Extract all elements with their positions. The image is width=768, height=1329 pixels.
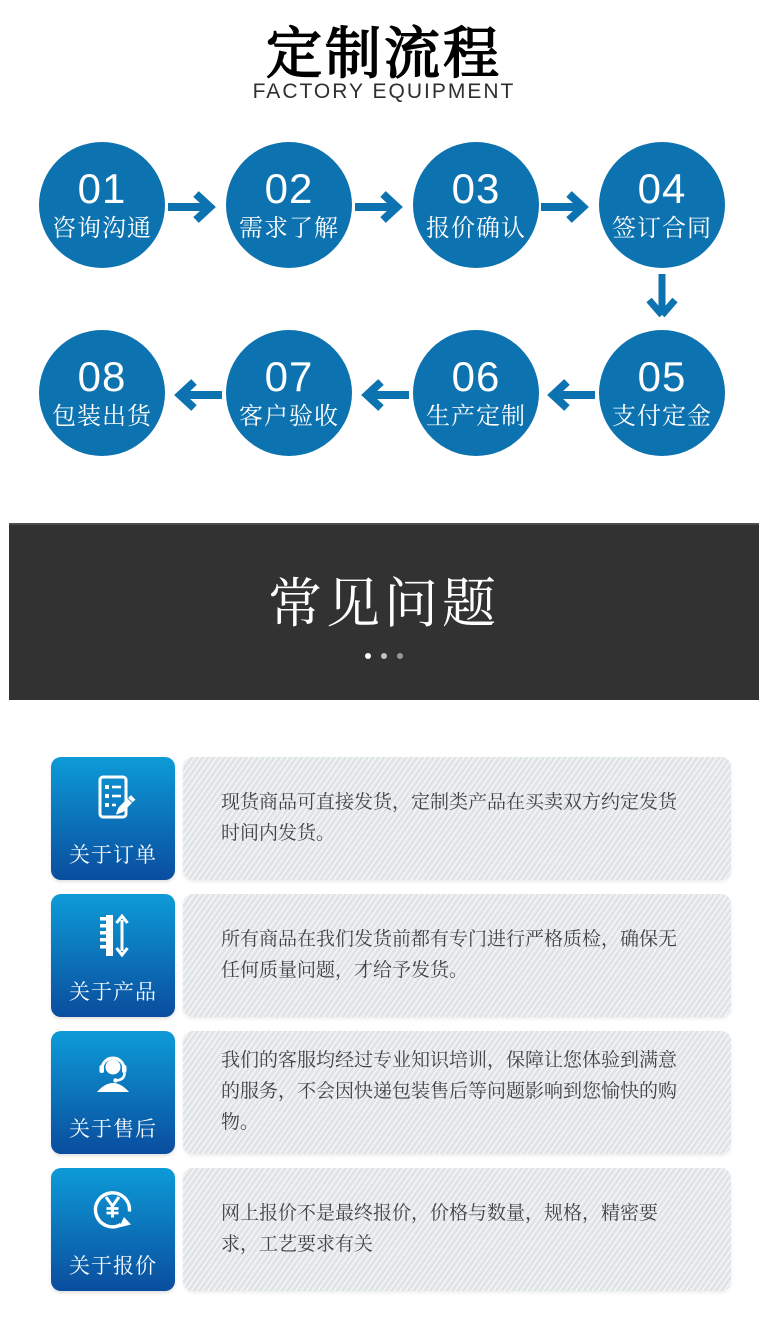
order-document-pencil-icon [86,772,140,826]
arrow-down-icon [643,272,681,326]
step-number: 02 [264,164,314,212]
faq-answer-text: 网上报价不是最终报价，价格与数量，规格，精密要求，工艺要求有关 [221,1202,659,1255]
step-number: 04 [637,164,687,212]
process-step-01 [39,142,165,268]
step-number: 01 [77,164,127,212]
step-label: 生产定制 [426,402,526,430]
faq-icon-box-products [51,894,175,1017]
step-label: 客户验收 [239,402,339,430]
step-number: 08 [77,352,127,400]
faq-answer-panel [183,1031,731,1154]
faq-category-label: 关于订单 [69,844,157,867]
dots-decoration [9,653,759,659]
process-step-07 [226,330,352,456]
process-step-06 [413,330,539,456]
headset-service-icon [86,1046,140,1100]
arrow-left-icon [166,376,224,414]
dot [381,653,387,659]
faq-answer-panel [183,757,731,880]
faq-banner-title: 常见问题 [268,574,500,634]
faq-answer-text: 所有商品在我们发货前都有专门进行严格质检，确保无任何质量问题，才给予发货。 [221,928,678,981]
arrow-left-icon [353,376,411,414]
arrow-right-icon [353,188,411,226]
step-label: 支付定金 [612,402,712,430]
ruler-measure-icon [86,909,140,963]
faq-answer-panel [183,1168,731,1291]
page-subtitle: FACTORY EQUIPMENT [252,80,516,103]
faq-answer-text: 现货商品可直接发货，定制类产品在买卖双方约定发货时间内发货。 [221,791,678,844]
arrow-left-icon [539,376,597,414]
step-number: 03 [451,164,501,212]
dot [397,653,403,659]
process-step-05 [599,330,725,456]
faq-answer-panel [183,894,731,1017]
step-label: 咨询沟通 [52,214,152,242]
arrow-right-icon [539,188,597,226]
faq-answer-text: 我们的客服均经过专业知识培训，保障让您体验到满意的服务，不会因快递包装售后等问题影响到您愉快的购物。 [221,1050,678,1133]
step-number: 06 [451,352,501,400]
process-step-04 [599,142,725,268]
faq-category-label: 关于产品 [69,981,157,1004]
step-number: 05 [637,352,687,400]
step-label: 需求了解 [239,214,339,242]
process-step-08 [39,330,165,456]
arrow-right-icon [166,188,224,226]
faq-category-label: 关于售后 [69,1118,157,1141]
yuan-quote-icon [86,1183,140,1237]
step-label: 报价确认 [426,214,526,242]
step-label: 包装出货 [52,402,152,430]
page-title: 定制流程 [266,22,502,85]
dot [365,653,371,659]
faq-category-label: 关于报价 [69,1255,157,1278]
process-step-02 [226,142,352,268]
faq-icon-box-aftersales [51,1031,175,1154]
faq-icon-box-orders [51,757,175,880]
process-step-03 [413,142,539,268]
faq-banner [9,523,759,700]
faq-icon-box-quotes [51,1168,175,1291]
step-label: 签订合同 [612,214,712,242]
step-number: 07 [264,352,314,400]
